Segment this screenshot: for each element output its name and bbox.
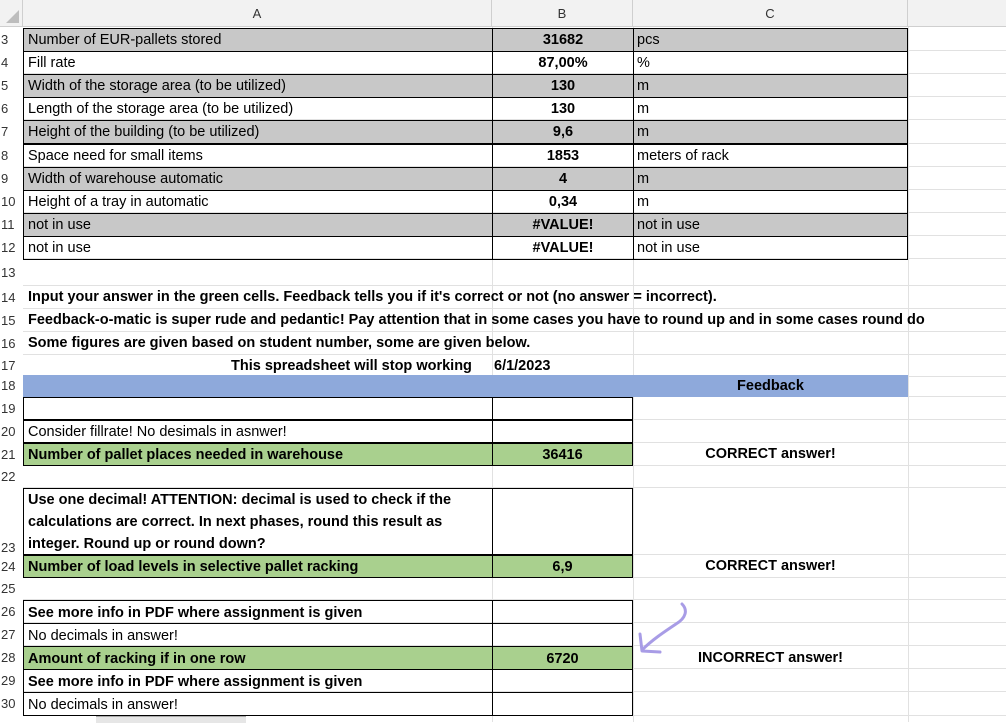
annotation-arrow-icon — [630, 598, 700, 664]
param-label[interactable]: Space need for small items — [23, 144, 493, 168]
q2-label[interactable]: Number of load levels in selective pallet racking — [23, 555, 493, 578]
q3-feedback: INCORRECT answer! — [697, 650, 844, 666]
param-unit[interactable]: pcs — [633, 28, 908, 52]
param-label[interactable]: Number of EUR-pallets stored — [23, 28, 493, 52]
gridline — [908, 27, 909, 722]
row-header[interactable]: 17 — [1, 358, 16, 373]
row-header[interactable]: 12 — [1, 240, 16, 255]
feedback-header-row[interactable] — [23, 375, 908, 397]
row-header[interactable]: 18 — [1, 378, 16, 393]
param-value[interactable]: 31682 — [492, 28, 634, 52]
cell-b29[interactable] — [492, 669, 633, 693]
stop-label: This spreadsheet will stop working — [231, 358, 472, 374]
row-header[interactable]: 6 — [1, 101, 9, 116]
param-unit[interactable]: not in use — [633, 213, 908, 237]
q3-note[interactable]: No decimals in answer! — [23, 623, 493, 647]
param-value[interactable]: #VALUE! — [492, 236, 634, 260]
param-value[interactable]: #VALUE! — [492, 213, 634, 237]
row-header[interactable]: 11 — [1, 217, 15, 232]
param-unit[interactable]: meters of rack — [633, 144, 908, 168]
row-header[interactable]: 9 — [1, 171, 9, 186]
q2-note[interactable] — [23, 488, 493, 555]
param-value[interactable]: 130 — [492, 97, 634, 121]
q2-note-line-1: Use one decimal! ATTENTION: decimal is used to check if the — [28, 492, 452, 508]
row-header[interactable]: 15 — [1, 313, 16, 328]
column-header-c[interactable]: C — [633, 0, 908, 27]
row-header[interactable]: 22 — [1, 469, 16, 484]
row-header[interactable]: 23 — [1, 540, 16, 555]
row-header[interactable]: 8 — [1, 148, 9, 163]
param-value[interactable]: 1853 — [492, 144, 634, 168]
q1-note[interactable]: Consider fillrate! No desimals in asnwer! — [23, 420, 493, 443]
select-all-corner[interactable] — [0, 0, 23, 27]
cell-b20[interactable] — [492, 420, 633, 443]
cell-b30[interactable] — [492, 692, 633, 716]
param-unit[interactable]: m — [633, 190, 908, 214]
feedback-header: Feedback — [737, 378, 804, 394]
param-value[interactable]: 0,34 — [492, 190, 634, 214]
row-header[interactable]: 27 — [1, 627, 16, 642]
param-label[interactable]: Height of a tray in automatic — [23, 190, 493, 214]
instruction-line-1: Input your answer in the green cells. Feedback tells you if it's correct or not (no answer = incorrect). — [28, 289, 717, 305]
row-header[interactable]: 4 — [1, 55, 9, 70]
q2-note-line-2: calculations are correct. In next phases, round this result as — [28, 514, 443, 530]
row-header[interactable]: 29 — [1, 673, 16, 688]
row-header[interactable]: 13 — [1, 265, 16, 280]
row-header[interactable]: 26 — [1, 604, 16, 619]
param-unit[interactable]: % — [633, 51, 908, 75]
column-header-a[interactable]: A — [23, 0, 492, 27]
instruction-line-2: Feedback-o-matic is super rude and pedantic! Pay attention that in some cases you have to round up and in some cases round do — [28, 312, 925, 328]
row-header[interactable]: 28 — [1, 650, 16, 665]
cell-b27[interactable] — [492, 623, 633, 647]
q2-answer-input[interactable]: 6,9 — [492, 555, 633, 578]
row-header[interactable]: 10 — [1, 194, 16, 209]
q1-answer-input[interactable]: 36416 — [492, 443, 633, 466]
param-label[interactable]: Fill rate — [23, 51, 493, 75]
column-header-b[interactable]: B — [492, 0, 633, 27]
param-unit[interactable]: m — [633, 167, 908, 191]
param-value[interactable]: 87,00% — [492, 51, 634, 75]
param-label[interactable]: Width of warehouse automatic — [23, 167, 493, 191]
q3-label[interactable]: Amount of racking if in one row — [23, 646, 493, 670]
row-header[interactable]: 7 — [1, 124, 9, 139]
q4-info[interactable]: See more info in PDF where assignment is given — [23, 669, 493, 693]
q3-answer-input[interactable]: 6720 — [492, 646, 633, 670]
cell-b23[interactable] — [492, 488, 633, 555]
cell-a19[interactable] — [23, 397, 493, 420]
cell-b19[interactable] — [492, 397, 633, 420]
stop-date[interactable]: 6/1/2023 — [494, 358, 551, 374]
row-header[interactable]: 21 — [1, 447, 16, 462]
q1-feedback: CORRECT answer! — [705, 446, 836, 462]
param-value[interactable]: 4 — [492, 167, 634, 191]
param-unit[interactable]: not in use — [633, 236, 908, 260]
row-header[interactable]: 5 — [1, 78, 9, 93]
param-label[interactable]: Width of the storage area (to be utilized) — [23, 74, 493, 98]
row-header[interactable]: 30 — [1, 696, 16, 711]
param-label[interactable]: not in use — [23, 213, 493, 237]
param-label[interactable]: not in use — [23, 236, 493, 260]
column-header-d[interactable] — [908, 0, 1006, 27]
row-header[interactable]: 14 — [1, 290, 16, 305]
q2-note-line-3: integer. Round up or round down? — [28, 536, 266, 552]
row-header[interactable]: 25 — [1, 581, 16, 596]
param-value[interactable]: 130 — [492, 74, 634, 98]
param-unit[interactable]: m — [633, 74, 908, 98]
param-unit[interactable]: m — [633, 120, 908, 144]
param-label[interactable]: Height of the building (to be utilized) — [23, 120, 493, 144]
cell-b26[interactable] — [492, 600, 633, 624]
row-header[interactable]: 16 — [1, 336, 16, 351]
q2-feedback: CORRECT answer! — [705, 558, 836, 574]
param-label[interactable]: Length of the storage area (to be utilized) — [23, 97, 493, 121]
q1-label[interactable]: Number of pallet places needed in warehouse — [23, 443, 493, 466]
q4-note[interactable]: No decimals in answer! — [23, 692, 493, 716]
param-value[interactable]: 9,6 — [492, 120, 634, 144]
row-header[interactable]: 19 — [1, 401, 16, 416]
row-header[interactable]: 20 — [1, 424, 16, 439]
row-header[interactable]: 3 — [1, 32, 9, 47]
param-unit[interactable]: m — [633, 97, 908, 121]
q3-info[interactable]: See more info in PDF where assignment is given — [23, 600, 493, 624]
row-header[interactable]: 24 — [1, 559, 16, 574]
instruction-line-3: Some figures are given based on student number, some are given below. — [28, 335, 531, 351]
